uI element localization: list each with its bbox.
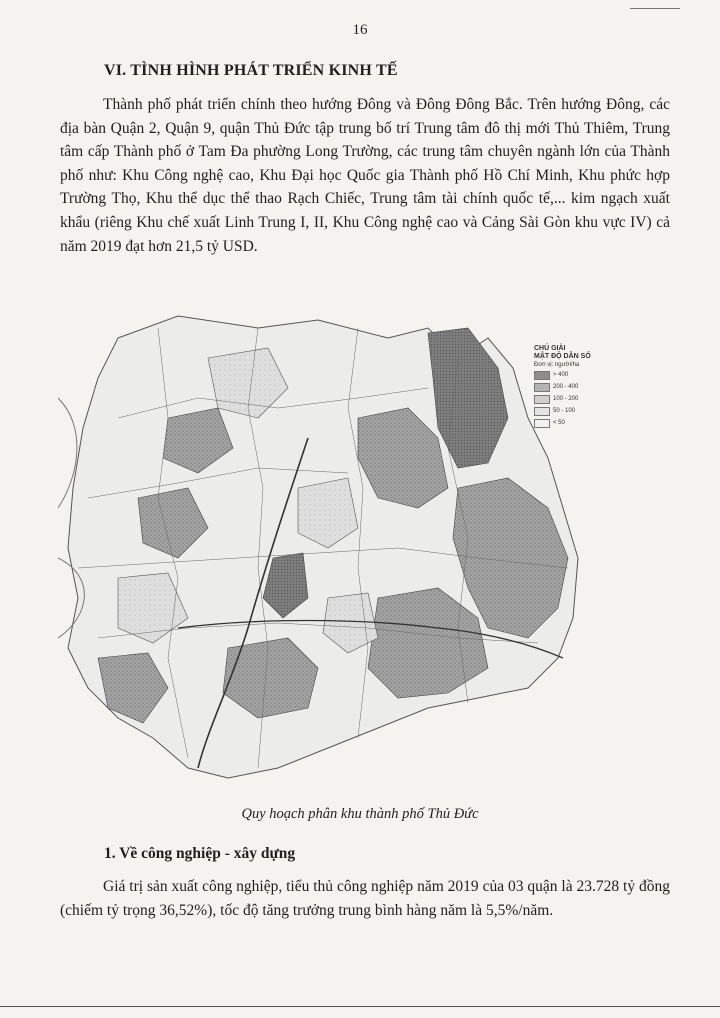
legend-swatch — [534, 419, 550, 428]
page-number: 16 — [352, 22, 368, 38]
district-map — [58, 298, 598, 798]
legend-title: CHÚ GIẢI — [534, 345, 566, 352]
footer-rule — [0, 1006, 720, 1007]
legend-swatch — [534, 371, 550, 380]
figure-caption: Quy hoạch phân khu thành phố Thủ Đức — [241, 806, 479, 822]
legend-item — [534, 405, 624, 417]
legend-label: 100 - 200 — [553, 396, 579, 402]
legend-unit: Đơn vị: người/ha — [534, 362, 580, 368]
legend-subtitle: MẬT ĐỘ DÂN SỐ — [534, 353, 591, 360]
legend-label: > 400 — [553, 372, 569, 378]
scan-mark-top-right — [630, 8, 680, 9]
section-title: VI. TÌNH HÌNH PHÁT TRIỂN KINH TẾ — [104, 62, 398, 79]
legend-swatch — [534, 407, 550, 416]
legend-label: 50 - 100 — [553, 408, 576, 414]
legend-swatch — [534, 383, 550, 392]
legend-label: 200 - 400 — [553, 384, 579, 390]
legend-item — [534, 369, 624, 381]
paragraph-industry: Giá trị sản xuất công nghiệp, tiểu thủ công nghiệp năm 2019 của 03 quận là 23.728 tỷ đồng (chiếm tỷ trọng 36,52%), tốc độ tăng trưởng trung bình hàng năm là 5,5%/năm. — [60, 878, 670, 919]
district-map-figure — [58, 298, 598, 798]
subsection-title: 1. Về công nghiệp - xây dựng — [104, 845, 296, 862]
legend-item — [534, 393, 624, 405]
paragraph-economic-development: Thành phố phát triển chính theo hướng Đông và Đông Đông Bắc. Trên hướng Đông, các địa bàn Quận 2, Quận 9, quận Thủ Đức tập trung bố trí Trung tâm đô thị mới Thủ Thiêm, Trung tâm cấp Thành phố ở Tam Đa phường Long Trường, các trung tâm chuyên ngành lớn của Thành phố như: Khu Công nghệ cao, Khu Đại học Quốc gia Thành phố Hồ Chí Minh, Khu phức hợp Trường Thọ, Khu thể dục thể thao Rạch Chiếc, Trung tâm tài chính quốc tế,... kim ngạch xuất khẩu (riêng Khu chế xuất Linh Trung I, II, Khu Công nghệ cao và Cảng Sài Gòn khu vực IV) cả năm 2019 đạt hơn 21,5 tỷ USD. — [60, 96, 670, 255]
map-legend — [534, 345, 624, 429]
legend-item — [534, 417, 624, 429]
legend-swatch — [534, 395, 550, 404]
legend-label: < 50 — [553, 420, 565, 426]
legend-item — [534, 381, 624, 393]
